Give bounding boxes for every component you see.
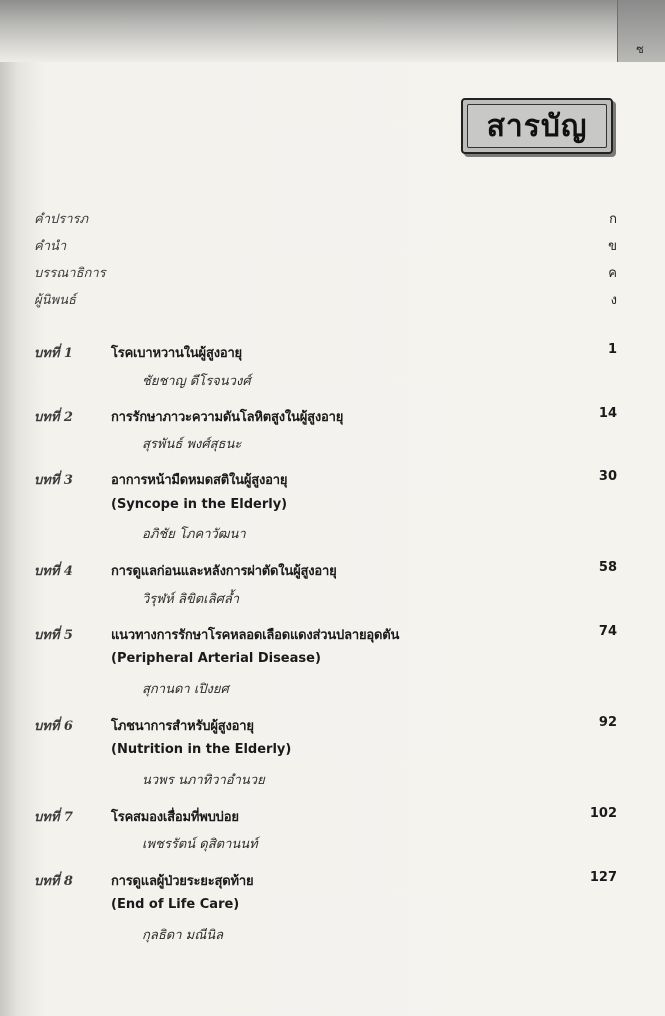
chapter-number: บทที่ 8	[34, 874, 73, 889]
toc-title: สารบัญ	[467, 104, 607, 148]
front-matter-item[interactable]	[34, 204, 617, 230]
chapter-author: อภิชัย โภคาวัฒนา	[142, 527, 246, 542]
scan-shadow-band	[0, 0, 665, 62]
chapter-number: บทที่ 5	[34, 628, 73, 643]
chapter-title: แนวทางการรักษาโรคหลอดเลือดแดงส่วนปลายอุดตัน	[111, 628, 400, 643]
chapter-subtitle: (Syncope in the Elderly)	[111, 497, 288, 512]
chapter-author: สุรพันธ์ พงศ์สุธนะ	[142, 437, 242, 452]
chapter-title: โรคเบาหวานในผู้สูงอายุ	[111, 346, 242, 361]
front-matter-page: ง	[610, 293, 617, 308]
front-matter-label: คำนำ	[34, 239, 67, 254]
chapter-page: 127	[589, 870, 617, 885]
chapter-title: การดูแลผู้ป่วยระยะสุดท้าย	[111, 874, 254, 889]
chapter-title: โภชนาการสำหรับผู้สูงอายุ	[111, 719, 254, 734]
chapter-page: 58	[598, 560, 617, 575]
chapter-page: 1	[607, 342, 617, 357]
chapter-entry-4[interactable]	[34, 557, 617, 581]
page-number: ซ	[636, 43, 644, 56]
chapter-author: วิรุฬห์ ลิขิตเลิศล้ำ	[142, 592, 240, 607]
front-matter-label: บรรณาธิการ	[34, 266, 106, 281]
front-matter-label: ผู้นิพนธ์	[34, 293, 76, 308]
chapter-author: เพชรรัตน์ ดุสิตานนท์	[142, 837, 258, 852]
chapter-page: 92	[598, 715, 617, 730]
toc-title-box	[461, 98, 613, 154]
front-matter-item[interactable]	[34, 258, 617, 284]
chapter-entry-1[interactable]	[34, 339, 617, 363]
chapter-page: 74	[598, 624, 617, 639]
front-matter-item[interactable]	[34, 231, 617, 257]
front-matter-label: คำปรารภ	[34, 212, 89, 227]
chapter-entry-6[interactable]	[34, 712, 617, 736]
chapter-title: โรคสมองเสื่อมที่พบบ่อย	[111, 810, 239, 825]
front-matter-page: ค	[608, 266, 617, 281]
chapter-subtitle: (Peripheral Arterial Disease)	[111, 651, 321, 666]
chapter-title: อาการหน้ามืดหมดสติในผู้สูงอายุ	[111, 473, 288, 488]
chapter-number: บทที่ 4	[34, 564, 73, 579]
front-matter-page: ข	[608, 239, 617, 254]
chapter-page: 102	[589, 806, 617, 821]
chapter-page: 14	[598, 406, 617, 421]
chapter-subtitle: (End of Life Care)	[111, 897, 240, 912]
chapter-author: ชัยชาญ ดีโรจนวงศ์	[142, 374, 251, 389]
chapter-entry-2[interactable]	[34, 403, 617, 427]
chapter-page: 30	[598, 469, 617, 484]
chapter-entry-3[interactable]	[34, 466, 617, 490]
chapter-number: บทที่ 6	[34, 719, 73, 734]
chapter-entry-7[interactable]	[34, 803, 617, 827]
front-matter-item[interactable]	[34, 285, 617, 311]
chapter-author: นวพร นภาทิวาอำนวย	[142, 773, 265, 788]
chapter-entry-8[interactable]	[34, 867, 617, 891]
chapter-number: บทที่ 3	[34, 473, 73, 488]
chapter-title: การดูแลก่อนและหลังการผ่าตัดในผู้สูงอายุ	[111, 564, 337, 579]
chapter-number: บทที่ 2	[34, 410, 73, 425]
chapter-author: กุลธิดา มณีนิล	[142, 928, 224, 943]
chapter-subtitle: (Nutrition in the Elderly)	[111, 742, 292, 757]
front-matter-page: ก	[609, 212, 617, 227]
chapter-number: บทที่ 1	[34, 346, 73, 361]
chapter-author: สุกานดา เปิงยศ	[142, 682, 229, 697]
chapter-title: การรักษาภาวะความดันโลหิตสูงในผู้สูงอายุ	[111, 410, 344, 425]
chapter-number: บทที่ 7	[34, 810, 73, 825]
chapter-entry-5[interactable]	[34, 621, 617, 645]
